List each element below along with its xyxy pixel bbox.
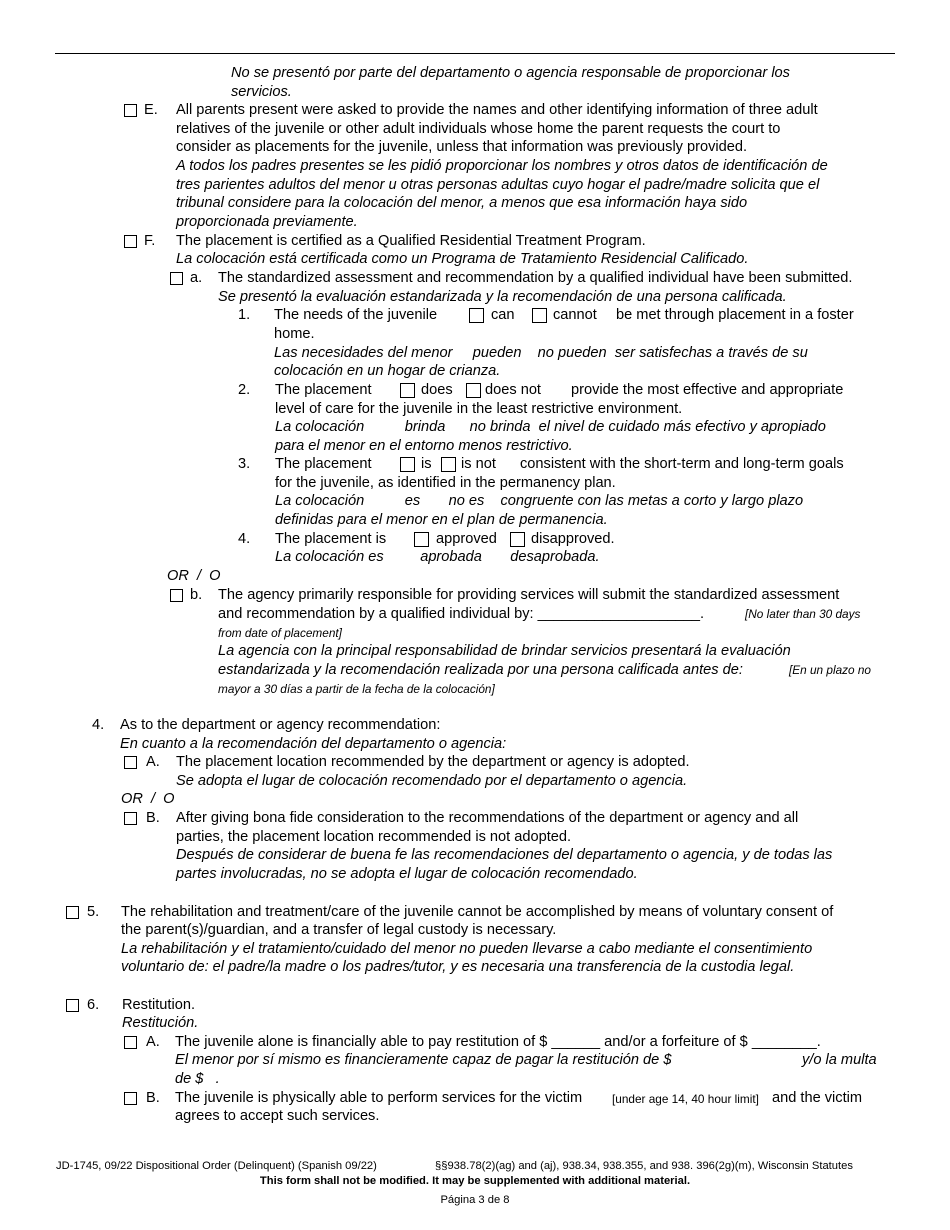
checkbox-item-f-a[interactable] bbox=[170, 272, 183, 285]
q4-opt-disapproved: disapproved. bbox=[531, 531, 615, 547]
checkbox-item-e[interactable] bbox=[124, 104, 137, 117]
section4-b-en-line1: After giving bona fide consideration to the recommendations of the department or agency and all bbox=[176, 810, 799, 826]
section5-number: 5. bbox=[87, 904, 100, 920]
section4-number: 4. bbox=[92, 717, 105, 733]
checkbox-item-f[interactable] bbox=[124, 235, 137, 248]
q3-en-line2: for the juvenile, as identified in the permanency plan. bbox=[275, 475, 616, 491]
checkbox-item-f-b[interactable] bbox=[170, 589, 183, 602]
item-e-en-line1: All parents present were asked to provide the names and other identifying information of three adult bbox=[176, 102, 818, 118]
item-f-b-en-note2: from date of placement] bbox=[218, 626, 342, 640]
q4-opt-approved: approved bbox=[436, 531, 497, 547]
q4-es-line1: La colocación es aprobada desaprobada. bbox=[275, 549, 600, 565]
item-f-b-es-note1: [En un plazo no bbox=[789, 663, 871, 677]
footer-notice: This form shall not be modified. It may be supplemented with additional material. bbox=[259, 1175, 691, 1187]
footer-statutes: §§938.78(2)(ag) and (aj), 938.34, 938.355, and 938. 396(2g)(m), Wisconsin Statutes bbox=[435, 1160, 853, 1172]
item-e-es-line1: A todos los padres presentes se les pidió proporcionar los nombres y otros datos de identificación de bbox=[176, 158, 828, 174]
checkbox-q3-is[interactable] bbox=[400, 457, 415, 472]
section4-b-en-line2: parties, the placement location recommended is not adopted. bbox=[176, 829, 572, 845]
item-f-b-es-note2: mayor a 30 días a partir de la fecha de la colocación] bbox=[218, 682, 495, 696]
section6-a-es-line2: de $ . bbox=[175, 1071, 220, 1087]
q3-opt-is-not: is not bbox=[461, 456, 496, 472]
section4-b-letter: B. bbox=[146, 810, 160, 826]
item-e-letter: E. bbox=[144, 102, 158, 118]
q1-en-post: be met through placement in a foster bbox=[616, 307, 854, 323]
section4-en: As to the department or agency recommendation: bbox=[120, 717, 441, 733]
item-f-b-es-line1: La agencia con la principal responsabilidad de brindar servicios presentará la evaluación bbox=[218, 643, 791, 659]
section6-en: Restitution. bbox=[122, 997, 196, 1013]
q2-number: 2. bbox=[238, 382, 251, 398]
item-f-a-en: The standardized assessment and recommendation by a qualified individual have been submitted. bbox=[218, 270, 853, 286]
section4-b-es-line1: Después de considerar de buena fe las recomendaciones del departamento o agencia, y de todas las bbox=[176, 847, 833, 863]
section4-a-letter: A. bbox=[146, 754, 160, 770]
checkbox-section6-b[interactable] bbox=[124, 1092, 137, 1105]
checkbox-q2-does-not[interactable] bbox=[466, 383, 481, 398]
section6-a-letter: A. bbox=[146, 1034, 160, 1050]
section5-es-line1: La rehabilitación y el tratamiento/cuidado del menor no pueden llevarse a cabo mediante el consentimiento bbox=[121, 941, 813, 957]
item-f-b-en-line2: and recommendation by a qualified individual by: ____________________. bbox=[218, 606, 705, 622]
q1-number: 1. bbox=[238, 307, 251, 323]
section6-number: 6. bbox=[87, 997, 100, 1013]
section4-es: En cuanto a la recomendación del departamento o agencia: bbox=[120, 736, 507, 752]
q2-opt-does: does bbox=[421, 382, 453, 398]
section6-a-es-line1: El menor por sí mismo es financieramente capaz de pagar la restitución de $ bbox=[175, 1052, 672, 1068]
item-e-es-line3: tribunal considere para la colocación del menor, a menos que esa información haya sido bbox=[176, 195, 748, 211]
q2-es-line1: La colocación brinda no brinda el nivel de cuidado más efectivo y apropiado bbox=[275, 419, 826, 435]
item-f-b-es-line2: estandarizada y la recomendación realizada por una persona calificada antes de: bbox=[218, 662, 743, 678]
footer-form-id: JD-1745, 09/22 Dispositional Order (Delinquent) (Spanish 09/22) bbox=[56, 1160, 377, 1172]
checkbox-q3-is-not[interactable] bbox=[441, 457, 456, 472]
item-f-es: La colocación está certificada como un Programa de Tratamiento Residencial Calificado. bbox=[176, 251, 749, 267]
q1-opt-can: can bbox=[491, 307, 515, 323]
q3-en-post: consistent with the short-term and long-term goals bbox=[520, 456, 844, 472]
item-f-b-en-line1: The agency primarily responsible for providing services will submit the standardized assessment bbox=[218, 587, 840, 603]
or-separator-f: OR / O bbox=[167, 568, 221, 584]
checkbox-q1-can[interactable] bbox=[469, 308, 484, 323]
section6-a-en: The juvenile alone is financially able to pay restitution of $ ______ and/or a forfeiture of $ ________. bbox=[175, 1034, 821, 1050]
q1-en-line2: home. bbox=[274, 326, 315, 342]
item-e-en-line3: consider as placements for the juvenile, unless that information was previously provided. bbox=[176, 139, 748, 155]
q2-opt-does-not: does not bbox=[485, 382, 541, 398]
q1-en-pre: The needs of the juvenile bbox=[274, 307, 438, 323]
checkbox-section4-a[interactable] bbox=[124, 756, 137, 769]
q2-en-pre: The placement bbox=[275, 382, 372, 398]
header-rule bbox=[55, 53, 895, 54]
section6-b-en-line2: agrees to accept such services. bbox=[175, 1108, 380, 1124]
checkbox-section6-a[interactable] bbox=[124, 1036, 137, 1049]
q1-es-line1: Las necesidades del menor pueden no pueden ser satisfechas a través de su bbox=[274, 345, 808, 361]
section6-b-en-pre: The juvenile is physically able to perform services for the victim bbox=[175, 1090, 583, 1106]
q3-es-line2: definidas para el menor en el plan de permanencia. bbox=[275, 512, 608, 528]
checkbox-q4-disapproved[interactable] bbox=[510, 532, 525, 547]
section4-a-es: Se adopta el lugar de colocación recomendado por el departamento o agencia. bbox=[176, 773, 688, 789]
footer-page-number: Página 3 de 8 bbox=[440, 1194, 510, 1206]
section5-en-line1: The rehabilitation and treatment/care of the juvenile cannot be accomplished by means of voluntary consent of bbox=[121, 904, 834, 920]
item-e-en-line2: relatives of the juvenile or other adult individuals whose home the parent requests the court to bbox=[176, 121, 781, 137]
q3-es-line1: La colocación es no es congruente con las metas a corto y largo plazo bbox=[275, 493, 804, 509]
section4-b-es-line2: partes involucradas, no se adopta el lugar de colocación recomendado. bbox=[176, 866, 638, 882]
q4-number: 4. bbox=[238, 531, 251, 547]
checkbox-section4-b[interactable] bbox=[124, 812, 137, 825]
checkbox-section6[interactable] bbox=[66, 999, 79, 1012]
section6-b-letter: B. bbox=[146, 1090, 160, 1106]
item-f-letter: F. bbox=[144, 233, 156, 249]
carry-text-line1: No se presentó por parte del departamento o agencia responsable de proporcionar los bbox=[231, 65, 790, 81]
section6-b-en-note: [under age 14, 40 hour limit] bbox=[612, 1092, 759, 1106]
item-e-es-line2: tres parientes adultos del menor u otras personas adultas cuyo hogar el padre/madre solicita que el bbox=[176, 177, 820, 193]
q2-es-line2: para el menor en el entorno menos restrictivo. bbox=[275, 438, 573, 454]
q3-number: 3. bbox=[238, 456, 251, 472]
carry-text-line2: servicios. bbox=[231, 84, 292, 100]
section5-es-line2: voluntario de: el padre/la madre o los padres/tutor, y es necesaria una transferencia de la custodia legal. bbox=[121, 959, 795, 975]
q2-en-line2: level of care for the juvenile in the least restrictive environment. bbox=[275, 401, 683, 417]
checkbox-q1-cannot[interactable] bbox=[532, 308, 547, 323]
q1-opt-cannot: cannot bbox=[553, 307, 597, 323]
item-f-en: The placement is certified as a Qualified Residential Treatment Program. bbox=[176, 233, 646, 249]
section4-a-en: The placement location recommended by the department or agency is adopted. bbox=[176, 754, 690, 770]
q2-en-post: provide the most effective and appropriate bbox=[571, 382, 844, 398]
q4-en-pre: The placement is bbox=[275, 531, 387, 547]
checkbox-section5[interactable] bbox=[66, 906, 79, 919]
item-f-a-es: Se presentó la evaluación estandarizada y la recomendación de una persona calificada. bbox=[218, 289, 787, 305]
checkbox-q4-approved[interactable] bbox=[414, 532, 429, 547]
section6-es: Restitución. bbox=[122, 1015, 199, 1031]
section6-a-es-line1-right: y/o la multa bbox=[802, 1052, 877, 1068]
q1-es-line2: colocación en un hogar de crianza. bbox=[274, 363, 501, 379]
q3-en-pre: The placement bbox=[275, 456, 372, 472]
section6-b-en-post: and the victim bbox=[772, 1090, 863, 1106]
or-separator-4: OR / O bbox=[121, 791, 175, 807]
section5-en-line2: the parent(s)/guardian, and a transfer of legal custody is necessary. bbox=[121, 922, 557, 938]
item-f-a-letter: a. bbox=[190, 270, 203, 286]
checkbox-q2-does[interactable] bbox=[400, 383, 415, 398]
q3-opt-is: is bbox=[421, 456, 432, 472]
item-e-es-line4: proporcionada previamente. bbox=[176, 214, 358, 230]
item-f-b-en-note1: [No later than 30 days bbox=[745, 607, 861, 621]
item-f-b-letter: b. bbox=[190, 587, 203, 603]
